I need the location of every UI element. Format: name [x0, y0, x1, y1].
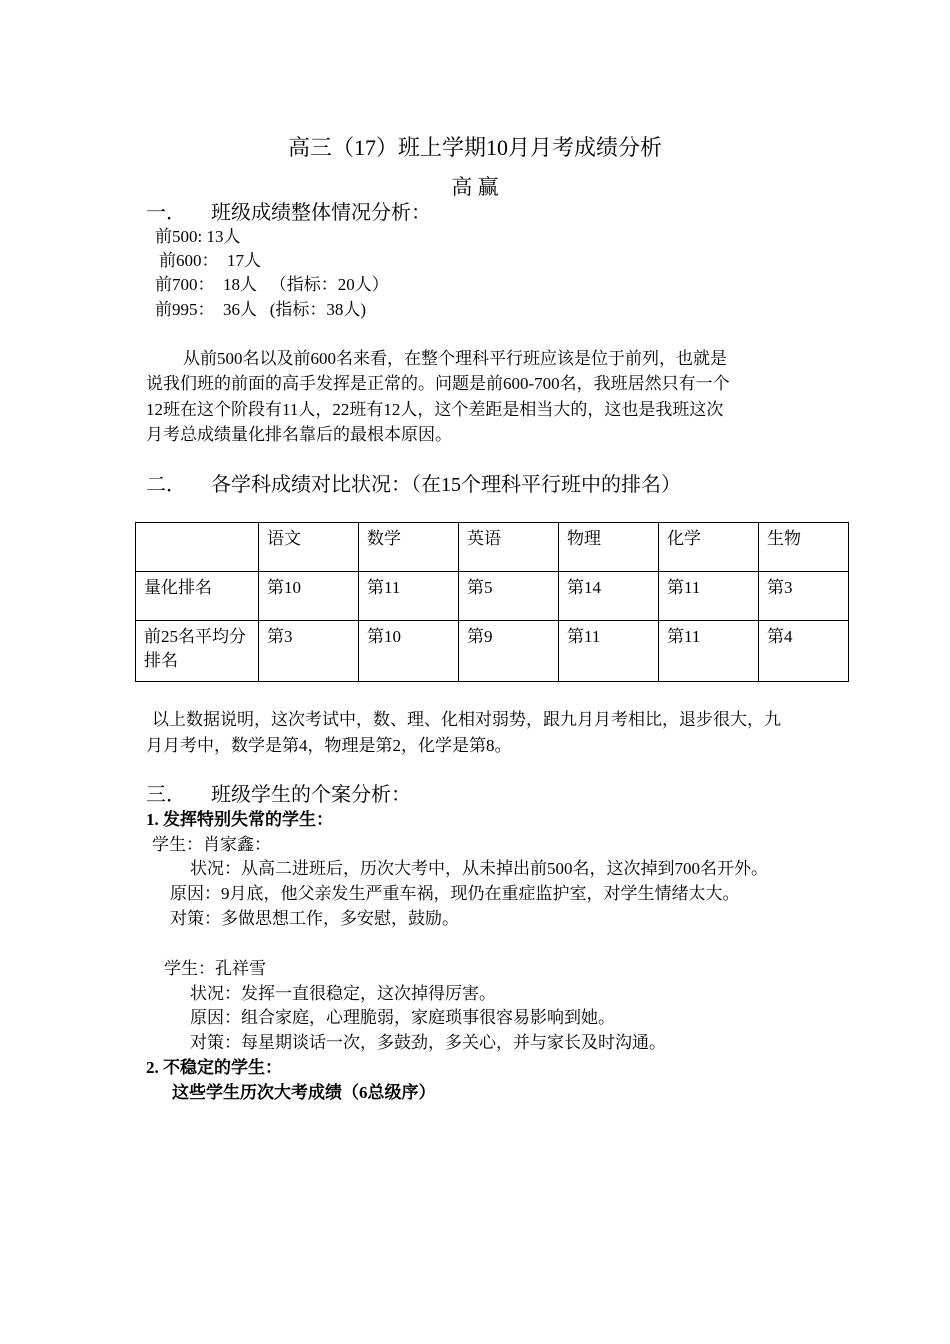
table-cell: 第11 [559, 621, 659, 682]
section1-paragraph-line: 月考总成绩量化排名靠后的最根本原因。 [146, 425, 452, 444]
table-cell: 第3 [759, 572, 849, 621]
document-title: 高三（17）班上学期10月月考成绩分析 [287, 135, 662, 160]
case1-measure: 对策：多做思想工作，多安慰，鼓励。 [170, 909, 459, 928]
case1-reason: 原因：9月底，他父亲发生严重车祸，现仍在重症监护室，对学生情绪太大。 [170, 884, 740, 903]
rank-count-600: 前600： 17人 [159, 251, 261, 270]
table-header-cell: 物理 [559, 523, 659, 572]
author-name: 高 赢 [451, 175, 499, 199]
rank-count-700: 前700： 18人 （指标：20人） [155, 275, 389, 294]
table-cell: 第4 [759, 621, 849, 682]
table-cell: 第10 [359, 621, 459, 682]
subheading-abnormal-students: 1. 发挥特别失常的学生： [146, 810, 333, 829]
case2-status: 状况：发挥一直很稳定，这次掉得厉害。 [190, 984, 496, 1003]
table-cell: 第5 [459, 572, 559, 621]
unstable-students-note: 这些学生历次大考成绩（6总级序） [172, 1083, 436, 1102]
case1-status: 状况：从高二进班后，历次大考中，从未掉出前500名，这次掉到700名开外。 [190, 859, 768, 878]
table-cell: 量化排名 [136, 572, 259, 621]
table-cell: 第11 [659, 621, 759, 682]
case2-reason: 原因：组合家庭，心理脆弱，家庭琐事很容易影响到她。 [190, 1008, 615, 1027]
rank-count-500: 前500: 13人 [155, 227, 241, 246]
table-header-cell: 数学 [359, 523, 459, 572]
case1-student: 学生：肖家鑫： [152, 835, 271, 854]
table-row [136, 572, 849, 621]
subheading-unstable-students: 2. 不稳定的学生： [146, 1058, 282, 1077]
section1-heading: 一． 班级成绩整体情况分析： [146, 202, 431, 224]
section3-heading: 三． 班级学生的个案分析： [146, 784, 411, 806]
table-row [136, 621, 849, 682]
table-cell: 第9 [459, 621, 559, 682]
subject-rank-table [135, 522, 849, 682]
section1-paragraph-line: 从前500名以及前600名来看，在整个理科平行班应该是位于前列，也就是 [183, 349, 727, 368]
table-header-cell: 生物 [759, 523, 849, 572]
section2-heading: 二． 各学科成绩对比状况：（在15个理科平行班中的排名） [146, 474, 681, 496]
table-header-cell [136, 523, 259, 572]
table-cell: 第11 [659, 572, 759, 621]
case2-measure: 对策：每星期谈话一次，多鼓劲，多关心，并与家长及时沟通。 [190, 1033, 666, 1052]
table-cell: 第11 [359, 572, 459, 621]
table-header-cell: 化学 [659, 523, 759, 572]
table-cell: 第10 [259, 572, 359, 621]
table-cell: 第14 [559, 572, 659, 621]
section2-paragraph-line: 以上数据说明，这次考试中，数、理、化相对弱势，跟九月月考相比，退步很大，九 [152, 710, 781, 729]
table-header-row [136, 523, 849, 572]
table-cell: 第3 [259, 621, 359, 682]
section1-paragraph-line: 12班在这个阶段有11人，22班有12人，这个差距是相当大的，这也是我班这次 [146, 400, 724, 419]
section2-paragraph-line: 月月考中，数学是第4，物理是第2，化学是第8。 [146, 736, 512, 755]
table-cell: 前25名平均分排名 [136, 621, 259, 682]
table-header-cell: 英语 [459, 523, 559, 572]
rank-count-995: 前995： 36人 (指标：38人) [155, 300, 367, 319]
section1-paragraph-line: 说我们班的前面的高手发挥是正常的。问题是前600-700名，我班居然只有一个 [146, 374, 730, 393]
table-header-cell: 语文 [259, 523, 359, 572]
case2-student: 学生：孔祥雪 [164, 959, 266, 978]
